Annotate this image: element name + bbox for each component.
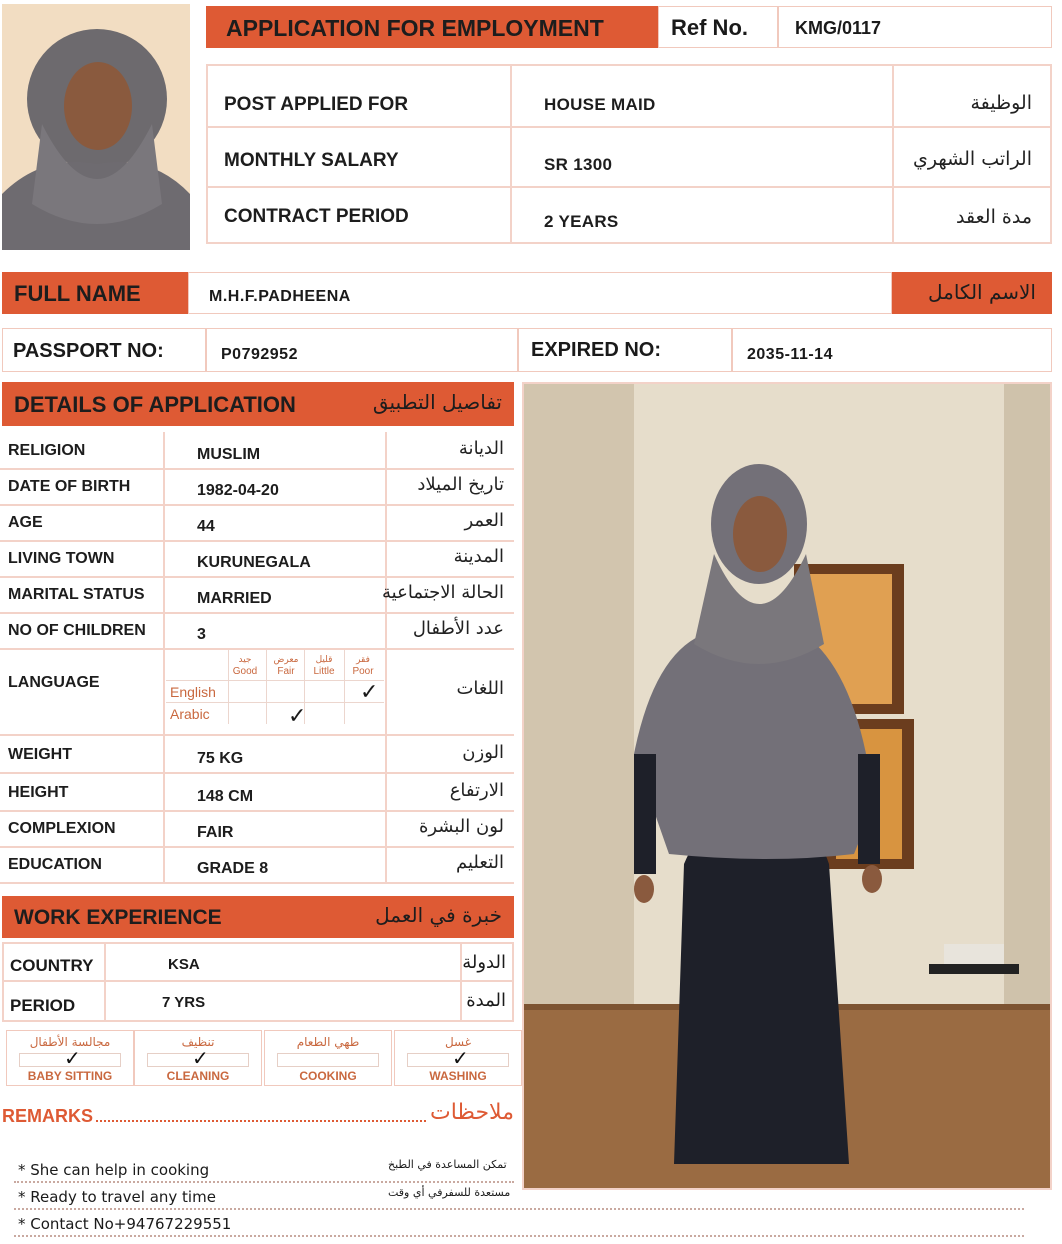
religion-value: MUSLIM (197, 446, 261, 463)
expiry-value: 2035-11-14 (747, 346, 833, 363)
passport-label-cell (2, 328, 206, 372)
language-english: English (170, 684, 216, 700)
marital-value: MARRIED (197, 590, 272, 607)
level-fair-ar: معرض (273, 655, 299, 665)
passport-photo (2, 4, 190, 250)
salary-label: MONTHLY SALARY (224, 150, 399, 171)
remark-2-en: * Ready to travel any time (18, 1188, 216, 1206)
details-title: DETAILS OF APPLICATION (14, 392, 296, 417)
religion-arabic: الديانة (458, 438, 504, 459)
level-good-en: Good (232, 666, 258, 677)
complexion-value: FAIR (197, 824, 234, 841)
marital-label: MARITAL STATUS (8, 586, 145, 603)
level-poor-en: Poor (352, 666, 374, 677)
ref-value: KMG/0117 (795, 18, 882, 38)
post-label: POST APPLIED FOR (224, 94, 409, 115)
post-arabic: الوظيفة (970, 92, 1032, 114)
full-name-value-cell (188, 272, 892, 314)
ref-label: Ref No. (671, 15, 748, 40)
details-row-weight (0, 736, 514, 774)
english-poor-check: ✓ (360, 680, 379, 705)
weight-value: 75 KG (197, 750, 244, 767)
expiry-label-cell (518, 328, 732, 372)
details-row-religion (0, 432, 514, 470)
full-name-arabic-cell (892, 272, 1052, 314)
age-arabic: العمر (464, 510, 504, 531)
details-table-bottom (0, 736, 514, 888)
town-value: KURUNEGALA (197, 554, 311, 571)
remarks-label: REMARKS (2, 1106, 94, 1126)
skill-washing-check: ✓ (452, 1046, 469, 1070)
education-value: GRADE 8 (197, 860, 269, 877)
complexion-label: COMPLEXION (8, 820, 116, 837)
skill-washing (394, 1030, 522, 1086)
ref-label-cell (658, 6, 778, 48)
remark-2-ar: مستعدة للسفرفي أي وقت (388, 1186, 511, 1199)
skill-cooking (264, 1030, 392, 1086)
dob-value: 1982-04-20 (197, 482, 279, 499)
country-label: COUNTRY (10, 956, 94, 975)
education-arabic: التعليم (456, 852, 504, 873)
language-arabic-name: Arabic (170, 706, 210, 722)
ref-value-cell (778, 6, 1052, 48)
details-row-marital (0, 576, 514, 614)
country-arabic: الدولة (462, 952, 506, 973)
weight-arabic: الوزن (462, 742, 504, 763)
education-label: EDUCATION (8, 856, 102, 873)
height-value: 148 CM (197, 788, 254, 805)
details-row-town (0, 540, 514, 578)
passport-label: PASSPORT NO: (13, 340, 164, 362)
height-arabic: الارتفاع (449, 780, 504, 801)
dob-arabic: تاريخ الميلاد (417, 474, 504, 495)
language-arabic: اللغات (456, 678, 504, 699)
details-row-height (0, 774, 514, 812)
skill-cooking-ar: طهي الطعام (296, 1035, 360, 1049)
remark-1-en: * She can help in cooking (18, 1161, 210, 1179)
remarks-dots (96, 1120, 426, 1122)
skill-washing-ar: غسل (444, 1035, 472, 1049)
work-header (2, 896, 514, 938)
level-good-ar: جيد (238, 655, 252, 665)
remarks-arabic-label: ملاحظات (430, 1100, 514, 1125)
full-name-arabic: الاسم الكامل (927, 280, 1036, 304)
religion-label: RELIGION (8, 442, 86, 459)
period-value: 7 YRS (162, 994, 206, 1011)
salary-value: SR 1300 (544, 155, 613, 174)
arabic-little-check: ✓ (288, 704, 307, 729)
height-label: HEIGHT (8, 784, 69, 801)
children-arabic: عدد الأطفال (412, 618, 504, 639)
skill-cleaning-ar: تنظيف (181, 1035, 215, 1049)
level-good (226, 654, 264, 678)
age-label: AGE (8, 514, 43, 531)
level-fair (267, 654, 305, 678)
marital-arabic: الحالة الاجتماعية (382, 582, 504, 603)
job-table (206, 64, 1052, 244)
full-body-photo (522, 382, 1052, 1190)
skill-baby-sitting-ar: مجالسة الأطفال (29, 1035, 111, 1049)
language-label: LANGUAGE (8, 674, 100, 691)
level-fair-en: Fair (277, 666, 295, 677)
skill-cleaning (134, 1030, 262, 1086)
post-value: HOUSE MAID (544, 95, 656, 114)
country-value: KSA (168, 956, 200, 973)
contract-arabic: مدة العقد (956, 206, 1032, 228)
full-name-value: M.H.F.PADHEENA (209, 288, 351, 305)
level-poor-ar: فقر (356, 655, 370, 665)
details-row-complexion (0, 810, 514, 848)
contract-value: 2 YEARS (544, 212, 619, 231)
details-row-education (0, 846, 514, 884)
details-row-children (0, 612, 514, 650)
skill-cooking-en: COOKING (299, 1069, 357, 1083)
town-label: LIVING TOWN (8, 550, 115, 567)
details-title-arabic: تفاصيل التطبيق (372, 390, 502, 414)
weight-label: WEIGHT (8, 746, 72, 763)
skill-washing-en: WASHING (429, 1069, 487, 1083)
application-title-bar (206, 6, 658, 48)
children-label: NO OF CHILDREN (8, 622, 146, 639)
remark-3-line (14, 1235, 1024, 1237)
skill-baby-sitting-check: ✓ (64, 1046, 81, 1070)
remark-2-line (14, 1208, 1024, 1210)
full-name-label-cell (2, 272, 188, 314)
skill-baby-sitting-en: BABY SITTING (27, 1069, 113, 1083)
age-value: 44 (197, 518, 215, 535)
skill-cleaning-en: CLEANING (166, 1069, 230, 1083)
skill-baby-sitting (6, 1030, 134, 1086)
dob-label: DATE OF BIRTH (8, 478, 131, 495)
remark-3-en: * Contact No+94767229551 (18, 1215, 232, 1233)
remark-1-line (14, 1181, 514, 1183)
skill-cleaning-check: ✓ (192, 1046, 209, 1070)
period-arabic: المدة (466, 990, 506, 1011)
complexion-arabic: لون البشرة (418, 816, 504, 837)
level-little-en: Little (313, 666, 335, 677)
expiry-value-cell (732, 328, 1052, 372)
work-title: WORK EXPERIENCE (14, 906, 222, 929)
remark-1-ar: تمكن المساعدة في الطبخ (388, 1158, 507, 1171)
level-little-ar: قليل (315, 655, 333, 665)
work-table (2, 942, 514, 1022)
details-row-dob (0, 468, 514, 506)
town-arabic: المدينة (453, 546, 504, 567)
period-label: PERIOD (10, 996, 76, 1015)
salary-arabic: الراتب الشهري (913, 148, 1032, 170)
level-little (305, 654, 343, 678)
contract-label: CONTRACT PERIOD (224, 206, 409, 227)
children-value: 3 (197, 626, 206, 643)
details-header (2, 382, 514, 426)
full-name-label: FULL NAME (14, 281, 141, 306)
level-poor (344, 654, 382, 678)
application-title: APPLICATION FOR EMPLOYMENT (226, 15, 604, 41)
details-row-age (0, 504, 514, 542)
passport-value-cell (206, 328, 518, 372)
expiry-label: EXPIRED NO: (531, 339, 662, 361)
work-title-arabic: خبرة في العمل (375, 903, 502, 927)
passport-value: P0792952 (221, 346, 298, 363)
